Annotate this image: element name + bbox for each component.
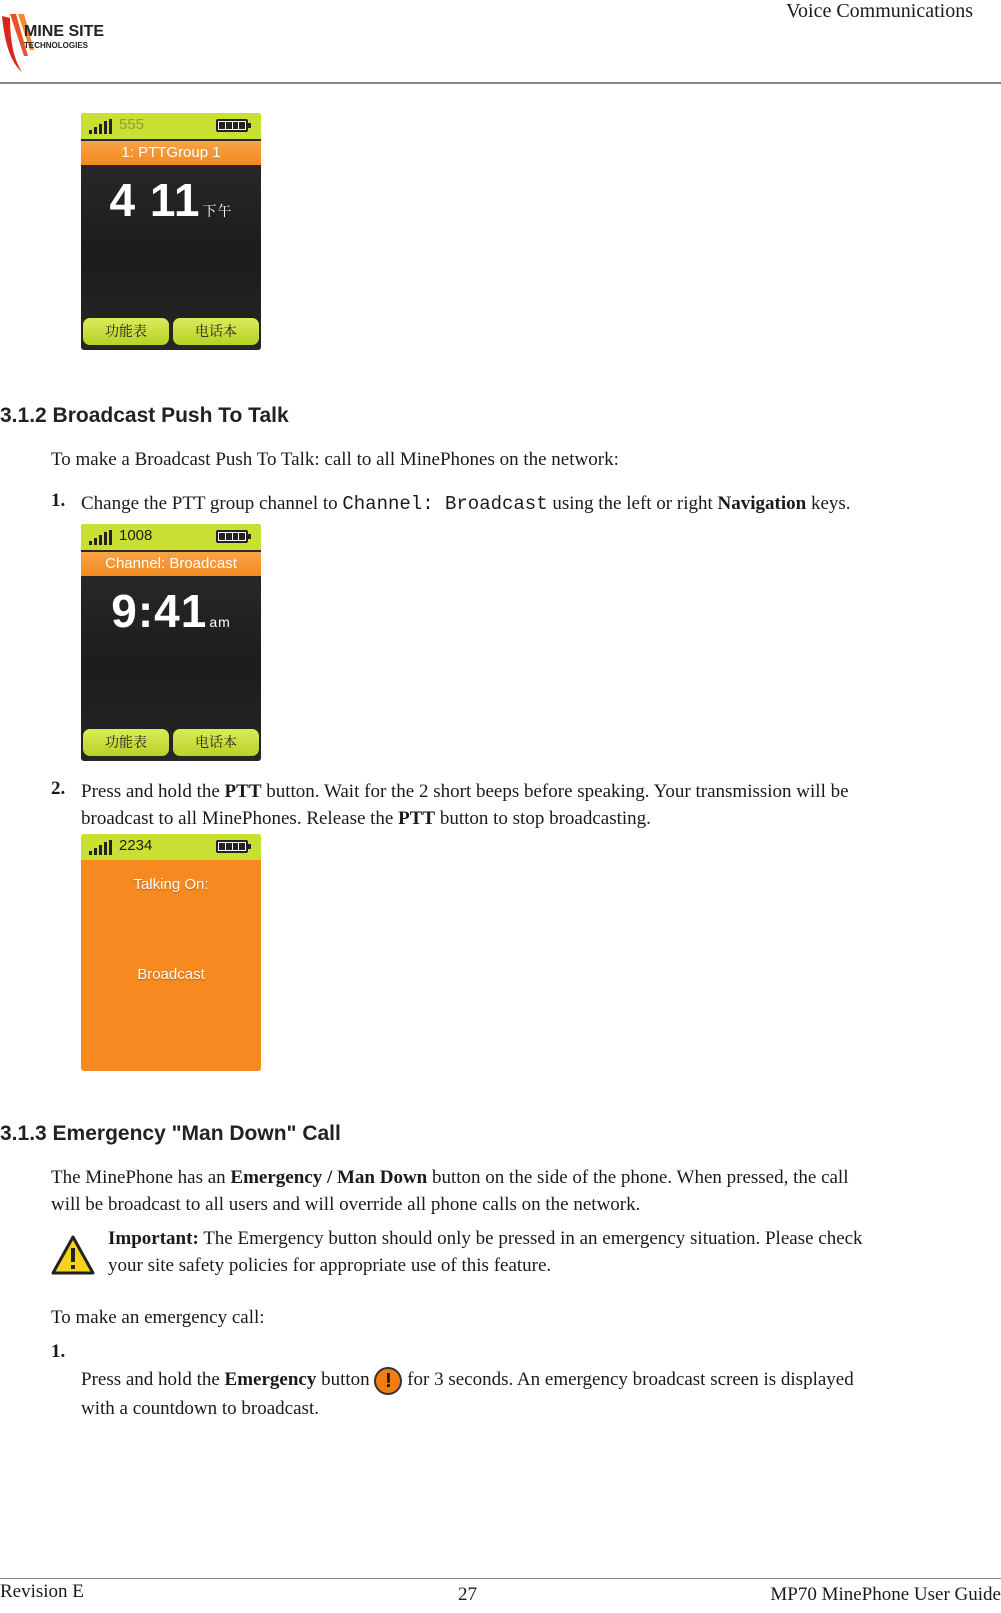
channel-label: Channel: Broadcast (81, 552, 261, 576)
footer-revision: Revision E (0, 1581, 84, 1602)
battery-icon (216, 119, 248, 132)
clock-time: 9:41 (111, 585, 208, 637)
intro-text: button on the side of the phone. When pressed, the call (427, 1167, 849, 1188)
softkey-phonebook: 电话本 (173, 729, 259, 756)
clock-suffix: 下午 (202, 203, 233, 219)
battery-icon (216, 840, 248, 853)
important-note (108, 1225, 1001, 1279)
step-line (81, 778, 1001, 805)
note-text: The Emergency button should only be pressed in an emergency situation. Please check (198, 1228, 863, 1249)
note-line: your site safety policies for appropriate use of this feature. (108, 1255, 552, 1276)
step-text: Change the PTT group channel to (81, 493, 343, 514)
step-number: 2. (51, 778, 66, 799)
clock-suffix: am (209, 614, 231, 630)
logo-subtext: TECHNOLOGIES (24, 41, 89, 50)
battery-icon (216, 530, 248, 543)
signal-icon (89, 840, 113, 855)
step-text: Press and hold the (81, 781, 225, 802)
footer-guide-title: MP70 MinePhone User Guide (770, 1584, 1001, 1605)
clock (81, 173, 261, 227)
intro-line (51, 1164, 1001, 1191)
softkey-menu: 功能表 (83, 729, 169, 756)
step-text: button. Wait for the 2 short beeps before speaking. Your transmission will be (261, 781, 849, 802)
status-bar (81, 524, 261, 550)
section-heading-emergency: 3.1.3 Emergency "Man Down" Call (0, 1122, 341, 1145)
mine-site-technologies-logo (0, 4, 120, 74)
step-line (81, 1366, 1001, 1395)
ptt-keyword: PTT (224, 781, 262, 802)
navigation-keyword: Navigation (717, 493, 807, 514)
emergency-how: To make an emergency call: (51, 1307, 265, 1328)
status-bar (81, 834, 261, 860)
status-number: 2234 (119, 837, 153, 854)
status-bar (81, 113, 261, 139)
emergency-button-icon: ! (374, 1367, 402, 1395)
step-text: keys. (806, 493, 851, 514)
emergency-keyword: Emergency (224, 1369, 317, 1390)
talking-channel: Broadcast (137, 966, 205, 983)
clock-time: 4 11 (109, 174, 201, 226)
ptt-keyword: PTT (398, 808, 436, 829)
clock (81, 584, 261, 638)
footer-divider (0, 1578, 1001, 1579)
step-text: broadcast to all MinePhones. Release the (81, 808, 399, 829)
page-number: 27 (458, 1584, 477, 1605)
step-text: button to stop broadcasting. (435, 808, 651, 829)
channel-code: Channel: Broadcast (342, 493, 548, 515)
step-text: button (316, 1369, 375, 1390)
phone-screen-ptt-group (81, 113, 261, 350)
step-number: 1. (51, 1341, 66, 1362)
step-line (81, 805, 1001, 832)
important-label: Important: (108, 1228, 199, 1249)
channel-label: 1: PTTGroup 1 (81, 141, 261, 165)
broadcast-intro: To make a Broadcast Push To Talk: call to all MinePhones on the network: (51, 449, 619, 470)
step-text: Press and hold the (81, 1369, 225, 1390)
emergency-keyword: Emergency / Man Down (230, 1167, 428, 1188)
phone-screen-talking (81, 834, 261, 1071)
note-line (108, 1225, 1001, 1252)
broadcast-step-1 (81, 490, 851, 518)
status-number: 555 (119, 116, 145, 133)
softkey-menu: 功能表 (83, 318, 169, 345)
emergency-intro (51, 1164, 1001, 1218)
intro-line: will be broadcast to all users and will override all phone calls on the network. (51, 1194, 641, 1215)
softkey-phonebook: 电话本 (173, 318, 259, 345)
step-line: with a countdown to broadcast. (81, 1398, 319, 1419)
intro-text: The MinePhone has an (51, 1167, 231, 1188)
step-number: 1. (51, 490, 66, 511)
signal-icon (89, 119, 113, 134)
signal-icon (89, 530, 113, 545)
section-heading-broadcast: 3.1.2 Broadcast Push To Talk (0, 404, 289, 427)
step-text: for 3 seconds. An emergency broadcast screen is displayed (402, 1369, 854, 1390)
logo-text: MINE SITE (24, 23, 105, 40)
broadcast-step-2 (81, 778, 1001, 832)
warning-icon (51, 1235, 95, 1275)
talking-on-label: Talking On: (133, 876, 209, 893)
emergency-step-1 (81, 1366, 1001, 1422)
step-text: using the left or right (547, 493, 718, 514)
header-title: Voice Communications (786, 0, 973, 22)
header-divider (0, 82, 1001, 84)
status-number: 1008 (119, 527, 153, 544)
phone-screen-channel-broadcast (81, 524, 261, 761)
